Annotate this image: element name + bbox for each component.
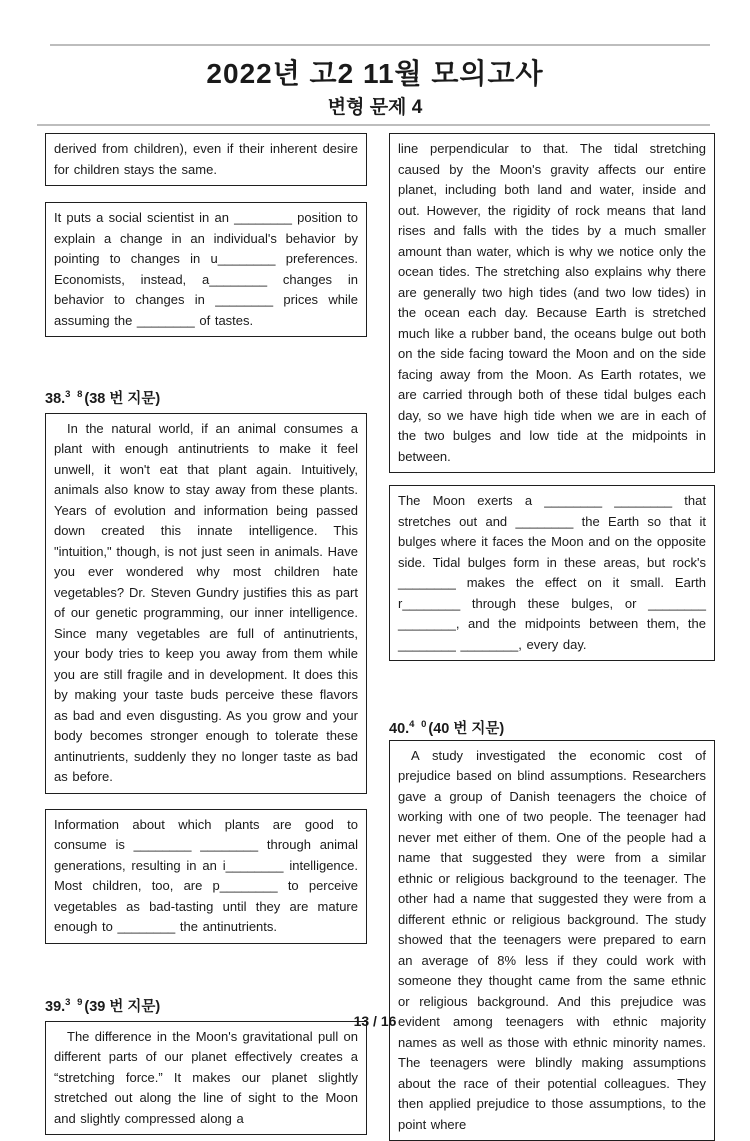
summary-38-blank-box: Information about which plants are good to consume is ________ ________ through animal generations, resulting in an i________ intelligence. Most children, too, are p________ to perceive vegetables as bad-tasting until they are mature enough to ________ the antinutrients.: [45, 809, 367, 944]
right-column: [389, 133, 715, 1141]
section-39-label: (39 번 지문): [84, 998, 161, 1015]
passage-40-box: A study investigated the economic cost of prejudice based on blind assumptions. Researchers gave a group of Danish teenagers the choice of working with one of two people. The teenager had never met either of them. One of the people had a name that suggested they were from a similar ethnic or religious background to the teenager. The other had a name that suggested they were from a different ethnic or religious background. The study showed that the teenagers were prepared to earn an average of 8% less if they could work with someone they thought came from the same ethnic or religious background. And this prejudice was evident among teenagers with ethnic majority names as well as those with ethnic minority names. The teenagers were blindly making assumptions about the race of their potential colleagues. They then applied prejudice to those assumptions, to the point where: [389, 740, 715, 1141]
summary-39-blank-box: The Moon exerts a ________ ________ that stretches out and ________ the Earth so that it bulges where it faces the Moon and on the opposite side. Tidal bulges form in these areas, but rock's ________ makes the effect on it small. Earth r________ through these bulges, or ________ ________, and the midpoints between them, the ________ ________, every day.: [389, 485, 715, 661]
passage-39-continuation-box: line perpendicular to that. The tidal stretching caused by the Moon's gravity affects our entire planet, including both land and water, inside and out. However, the rigidity of rock means that land rises and falls with the tides by a much smaller amount than water, which is why we notice only the ocean tides. The stretching also explains why there are generally two high tides (and two low tides) in the ocean each day. Because Earth is stretched much like a rubber band, the oceans bulge out both on the side facing toward the Moon and on the side facing away from the Moon. As Earth rotates, we are carried through both of these tidal bulges each day, so we have high tide when we are in each of the two bulges and low tide at the midpoints in between.: [389, 133, 715, 473]
section-39-superscript: 3 9: [65, 996, 85, 1008]
passage-38-box: In the natural world, if an animal consumes a plant with enough antinutrients to make it feel unwell, it won't eat that plant again. Intuitively, animals also know to stay away from these plants. Years of evolution and information being passed down created this innate intelligence. This "intuition," though, is not just seen in animals. Have you ever wondered why most children hate vegetables? Dr. Steven Gundry justifies this as part of our genetic programming, our inner intelligence. Since many vegetables are full of antinutrients, your body tries to keep you away from them while you are still fragile and in development. It does this by making your taste buds perceive these flavors as bad and even disgusting. As you grow and your body becomes stronger enough to tolerate these antinutrients, suddenly they no longer taste as bad as before.: [45, 413, 367, 794]
section-38-heading: [45, 386, 367, 408]
section-40-heading: [389, 716, 715, 738]
section-38-number: 38.: [45, 390, 66, 407]
header-top-rule: [50, 44, 710, 46]
section-40-number: 40.: [389, 720, 410, 737]
passage-37-continuation-box: derived from children), even if their inherent desire for children stays the same.: [45, 133, 367, 186]
page-subtitle: 변형 문제 4: [327, 97, 423, 118]
passage-39-start-box: The difference in the Moon's gravitational pull on different parts of our planet effectively creates a “stretching force.” It makes our planet slightly stretched out along the line of sight to the Moon and slightly compressed along a: [45, 1021, 367, 1136]
page-number: 13 / 16: [353, 1013, 397, 1029]
summary-37-blank-box: It puts a social scientist in an ________ position to explain a change in an individual's behavior by pointing to changes in u________ preferences. Economists, instead, a________ changes in behavior to changes in ________ prices while assuming the ________ of tastes.: [45, 202, 367, 337]
section-38-label: (38 번 지문): [84, 390, 161, 407]
content-columns: [45, 133, 715, 1141]
section-39-number: 39.: [45, 998, 66, 1015]
section-40-label: (40 번 지문): [428, 720, 505, 737]
section-40-superscript: 4 0: [409, 719, 429, 730]
left-column: [45, 133, 367, 1135]
section-38-superscript: 3 8: [65, 389, 85, 400]
header-bottom-rule: [37, 124, 710, 126]
page-title: 2022년 고2 11월 모의고사: [206, 58, 544, 89]
